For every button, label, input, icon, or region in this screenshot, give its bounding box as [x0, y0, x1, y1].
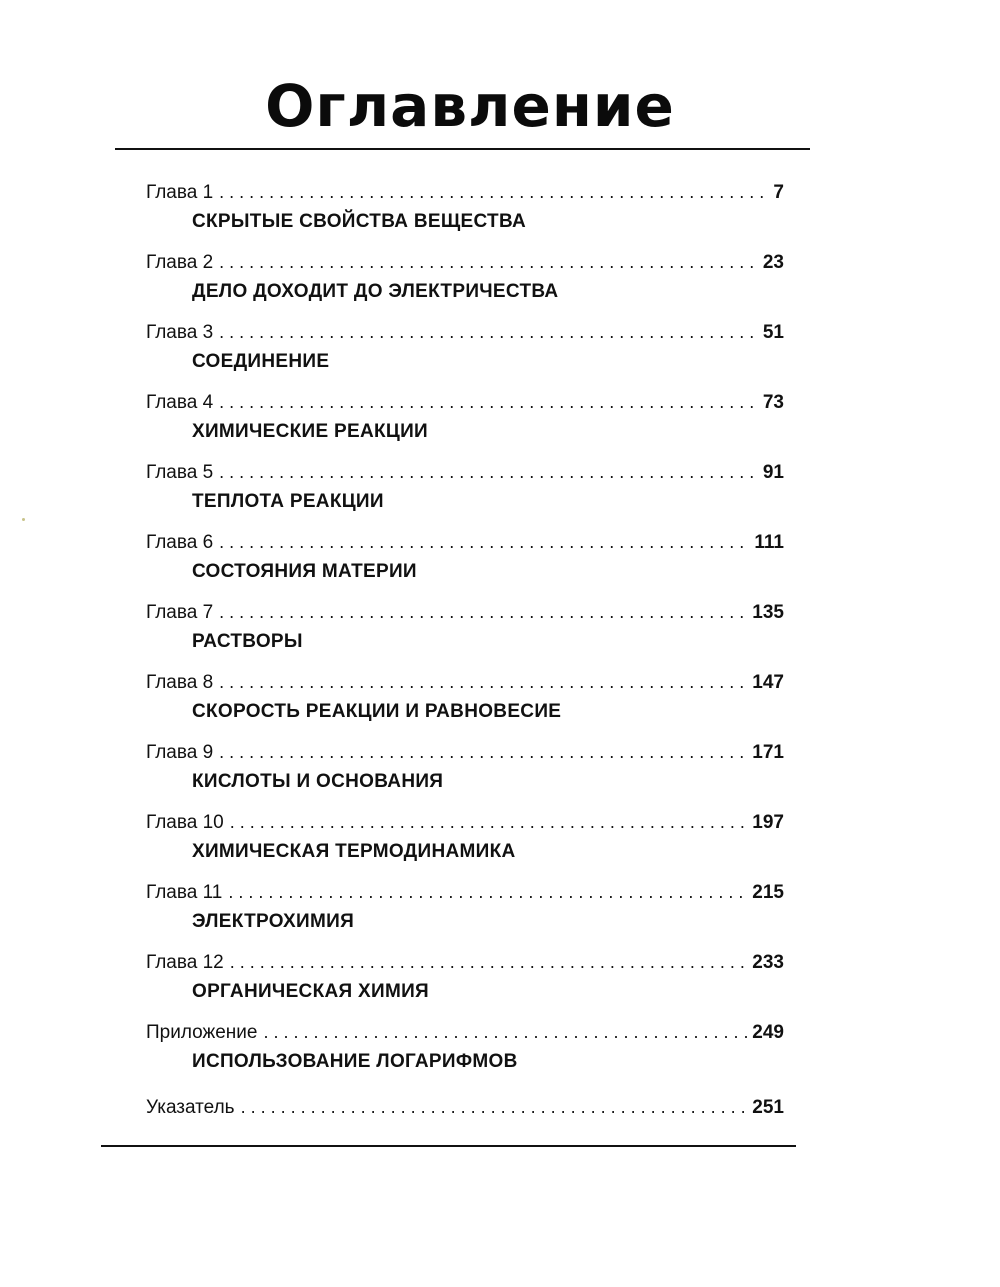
toc-entry[interactable] [146, 948, 784, 1018]
toc-entry[interactable] [146, 668, 784, 738]
page-number: 23 [762, 252, 784, 273]
toc-line [146, 458, 784, 487]
chapter-label: Глава 3 [146, 322, 214, 343]
toc-entry[interactable] [146, 388, 784, 458]
page-number: 7 [773, 182, 784, 203]
page-number: 251 [752, 1097, 784, 1118]
chapter-title: ОРГАНИЧЕСКАЯ ХИМИЯ [192, 981, 429, 1002]
page-number: 91 [762, 462, 784, 483]
chapter-label: Глава 6 [146, 532, 214, 553]
toc-entry[interactable] [146, 738, 784, 808]
toc-line [146, 178, 784, 207]
dot-leader [263, 1018, 748, 1046]
toc-entry[interactable] [146, 318, 784, 388]
dot-leader [219, 458, 759, 486]
chapter-title: ТЕПЛОТА РЕАКЦИИ [192, 491, 384, 512]
toc-line [146, 668, 784, 697]
dot-leader [219, 738, 748, 766]
toc-entry[interactable] [146, 598, 784, 668]
chapter-title: СОЕДИНЕНИЕ [192, 351, 330, 372]
toc-line [146, 1093, 784, 1122]
page-number: 51 [762, 322, 784, 343]
page-number: 135 [752, 602, 784, 623]
paper-speck [22, 518, 25, 521]
chapter-title: СОСТОЯНИЯ МАТЕРИИ [192, 561, 417, 582]
dot-leader [230, 948, 749, 976]
page-title: Оглавление [265, 72, 675, 140]
index-label: Указатель [146, 1097, 235, 1118]
chapter-title: ЭЛЕКТРОХИМИЯ [192, 911, 355, 932]
toc-line [146, 248, 784, 277]
chapter-label: Глава 4 [146, 392, 214, 413]
dot-leader [228, 878, 748, 906]
appendix-label: Приложение [146, 1022, 258, 1043]
toc-line [146, 598, 784, 627]
appendix-title: ИСПОЛЬЗОВАНИЕ ЛОГАРИФМОВ [192, 1051, 518, 1072]
toc-line [146, 878, 784, 907]
page-number: 215 [752, 882, 784, 903]
page-number: 73 [762, 392, 784, 413]
chapter-label: Глава 9 [146, 742, 214, 763]
page-number: 171 [752, 742, 784, 763]
chapter-title: РАСТВОРЫ [192, 631, 303, 652]
toc-line [146, 388, 784, 417]
bottom-divider [101, 1145, 796, 1147]
toc-line [146, 318, 784, 347]
toc-entry[interactable] [146, 1018, 784, 1088]
chapter-title: СКРЫТЫЕ СВОЙСТВА ВЕЩЕСТВА [192, 211, 527, 232]
chapter-label: Глава 1 [146, 182, 214, 203]
toc-entry[interactable] [146, 458, 784, 528]
page-number: 111 [754, 532, 784, 553]
chapter-label: Глава 2 [146, 252, 214, 273]
dot-leader [230, 808, 749, 836]
toc-line [146, 738, 784, 767]
toc-line [146, 1018, 784, 1047]
chapter-title: ХИМИЧЕСКИЕ РЕАКЦИИ [192, 421, 429, 442]
chapter-label: Глава 5 [146, 462, 214, 483]
toc-entry[interactable] [146, 528, 784, 598]
dot-leader [219, 178, 769, 206]
chapter-label: Глава 7 [146, 602, 214, 623]
dot-leader [241, 1093, 749, 1121]
toc-line [146, 948, 784, 977]
toc-entry-index[interactable] [146, 1093, 784, 1133]
dot-leader [219, 528, 750, 556]
toc-line [146, 808, 784, 837]
dot-leader [219, 248, 759, 276]
table-of-contents [146, 178, 784, 1133]
page-number: 147 [752, 672, 784, 693]
toc-entry[interactable] [146, 248, 784, 318]
toc-entry[interactable] [146, 178, 784, 248]
chapter-label: Глава 8 [146, 672, 214, 693]
chapter-label: Глава 12 [146, 952, 224, 973]
page-number: 197 [752, 812, 784, 833]
page-number: 249 [752, 1022, 784, 1043]
chapter-title: СКОРОСТЬ РЕАКЦИИ И РАВНОВЕСИЕ [192, 701, 562, 722]
dot-leader [219, 318, 759, 346]
toc-entry[interactable] [146, 878, 784, 948]
toc-line [146, 528, 784, 557]
chapter-label: Глава 10 [146, 812, 224, 833]
page-number: 233 [752, 952, 784, 973]
dot-leader [219, 598, 748, 626]
toc-entry[interactable] [146, 808, 784, 878]
chapter-title: ХИМИЧЕСКАЯ ТЕРМОДИНАМИКА [192, 841, 516, 862]
chapter-title: ДЕЛО ДОХОДИТ ДО ЭЛЕКТРИЧЕСТВА [192, 281, 559, 302]
dot-leader [219, 668, 748, 696]
top-divider [115, 148, 810, 150]
chapter-label: Глава 11 [146, 882, 223, 903]
chapter-title: КИСЛОТЫ И ОСНОВАНИЯ [192, 771, 444, 792]
dot-leader [219, 388, 759, 416]
